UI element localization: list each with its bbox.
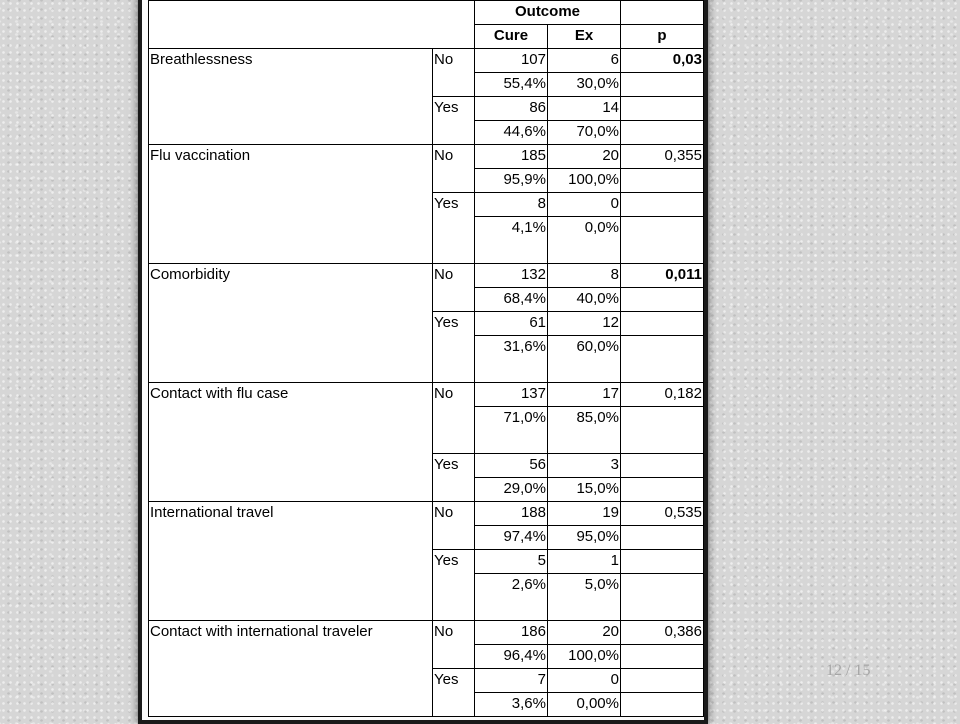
cure-cell: 56 — [475, 454, 548, 478]
category-label: Yes — [433, 669, 475, 717]
cure-cell: 186 — [475, 621, 548, 645]
p-value-cell: 0,386 — [621, 621, 704, 645]
slide-number: 12 / 15 — [826, 662, 871, 679]
header-row-1 — [149, 1, 704, 25]
p-value-cell — [621, 73, 704, 97]
variable-label: Contact with flu case — [149, 383, 433, 502]
cure-cell: 31,6% — [475, 336, 548, 383]
cure-cell: 29,0% — [475, 478, 548, 502]
cure-cell: 137 — [475, 383, 548, 407]
p-value-cell: 0,03 — [621, 49, 704, 73]
ex-cell: 70,0% — [548, 121, 621, 145]
cure-cell: 86 — [475, 97, 548, 121]
ex-cell: 100,0% — [548, 645, 621, 669]
cure-cell: 61 — [475, 312, 548, 336]
ex-cell: 0 — [548, 193, 621, 217]
ex-cell: 30,0% — [548, 73, 621, 97]
ex-cell: 100,0% — [548, 169, 621, 193]
p-value-cell — [621, 526, 704, 550]
table-row — [149, 264, 704, 288]
ex-cell: 8 — [548, 264, 621, 288]
ex-cell: 0,0% — [548, 217, 621, 264]
category-label: No — [433, 49, 475, 97]
table-row — [149, 383, 704, 407]
cure-cell: 55,4% — [475, 73, 548, 97]
ex-cell: 1 — [548, 550, 621, 574]
cure-cell: 68,4% — [475, 288, 548, 312]
cure-cell: 96,4% — [475, 645, 548, 669]
table-row — [149, 145, 704, 169]
cure-cell: 2,6% — [475, 574, 548, 621]
table-row — [149, 49, 704, 73]
outcome-table — [148, 0, 704, 717]
ex-cell: 0,00% — [548, 693, 621, 717]
table-row — [149, 621, 704, 645]
variable-label: International travel — [149, 502, 433, 621]
cure-cell: 3,6% — [475, 693, 548, 717]
ex-cell: 19 — [548, 502, 621, 526]
ex-cell: 95,0% — [548, 526, 621, 550]
p-value-cell — [621, 454, 704, 478]
cure-cell: 107 — [475, 49, 548, 73]
p-value-cell — [621, 478, 704, 502]
header-blank — [149, 1, 475, 49]
cure-cell: 185 — [475, 145, 548, 169]
p-value-cell: 0,355 — [621, 145, 704, 169]
cure-cell: 4,1% — [475, 217, 548, 264]
header-blank-p — [621, 1, 704, 25]
category-label: No — [433, 621, 475, 669]
p-value-cell: 0,182 — [621, 383, 704, 407]
category-label: Yes — [433, 97, 475, 145]
cure-cell: 97,4% — [475, 526, 548, 550]
p-value-cell — [621, 550, 704, 574]
cure-cell: 188 — [475, 502, 548, 526]
ex-cell: 15,0% — [548, 478, 621, 502]
ex-cell: 14 — [548, 97, 621, 121]
p-value-cell — [621, 288, 704, 312]
category-label: Yes — [433, 550, 475, 621]
category-label: Yes — [433, 193, 475, 264]
ex-cell: 5,0% — [548, 574, 621, 621]
ex-cell: 6 — [548, 49, 621, 73]
cure-header: Cure — [475, 25, 548, 49]
ex-cell: 17 — [548, 383, 621, 407]
category-label: No — [433, 145, 475, 193]
p-value-cell — [621, 574, 704, 621]
variable-label: Contact with international traveler — [149, 621, 433, 717]
p-value-cell — [621, 312, 704, 336]
category-label: No — [433, 502, 475, 550]
cure-cell: 7 — [475, 669, 548, 693]
outcome-header: Outcome — [475, 1, 621, 25]
p-value-cell — [621, 169, 704, 193]
cure-cell: 95,9% — [475, 169, 548, 193]
category-label: Yes — [433, 454, 475, 502]
variable-label: Flu vaccination — [149, 145, 433, 264]
ex-cell: 12 — [548, 312, 621, 336]
p-value-cell — [621, 217, 704, 264]
ex-cell: 3 — [548, 454, 621, 478]
p-header: p — [621, 25, 704, 49]
ex-cell: 60,0% — [548, 336, 621, 383]
cure-cell: 8 — [475, 193, 548, 217]
ex-cell: 0 — [548, 669, 621, 693]
ex-header: Ex — [548, 25, 621, 49]
p-value-cell — [621, 645, 704, 669]
p-value-cell — [621, 693, 704, 717]
p-value-cell — [621, 97, 704, 121]
ex-cell: 85,0% — [548, 407, 621, 454]
p-value-cell: 0,535 — [621, 502, 704, 526]
category-label: No — [433, 383, 475, 454]
cure-cell: 132 — [475, 264, 548, 288]
ex-cell: 40,0% — [548, 288, 621, 312]
cure-cell: 5 — [475, 550, 548, 574]
p-value-cell — [621, 193, 704, 217]
p-value-cell: 0,011 — [621, 264, 704, 288]
variable-label: Breathlessness — [149, 49, 433, 145]
p-value-cell — [621, 669, 704, 693]
cure-cell: 71,0% — [475, 407, 548, 454]
p-value-cell — [621, 121, 704, 145]
variable-label: Comorbidity — [149, 264, 433, 383]
category-label: Yes — [433, 312, 475, 383]
p-value-cell — [621, 336, 704, 383]
category-label: No — [433, 264, 475, 312]
ex-cell: 20 — [548, 621, 621, 645]
p-value-cell — [621, 407, 704, 454]
ex-cell: 20 — [548, 145, 621, 169]
cure-cell: 44,6% — [475, 121, 548, 145]
table-row — [149, 502, 704, 526]
